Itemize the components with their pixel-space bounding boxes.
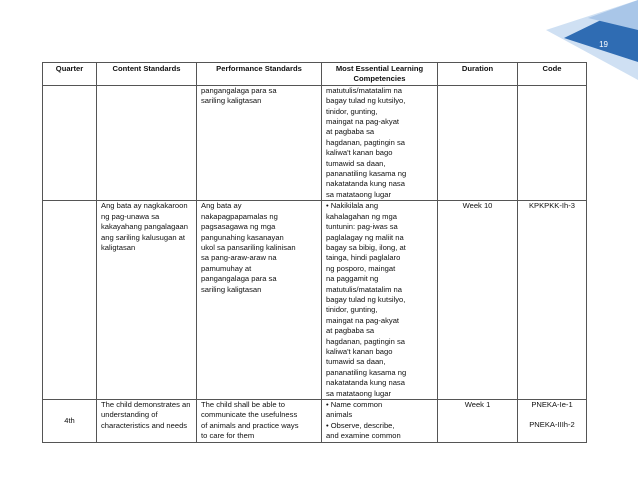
content-standards-cell xyxy=(97,201,197,400)
competencies-cell-line: bagay tulad ng kutsilyo, xyxy=(326,294,406,304)
performance-standards-cell-line: pagsasagawa ng mga xyxy=(201,222,276,232)
code-value: PNEKA-Ie-1 xyxy=(531,400,573,409)
content-standards-cell xyxy=(97,85,197,200)
header-learning-competencies: Most Essential Learning Competencies xyxy=(322,63,438,86)
competencies-cell-line: maingat na pag-akyat xyxy=(326,315,400,325)
competencies-cell xyxy=(322,85,438,200)
performance-standards-cell-line: pangunahing kasanayan xyxy=(201,232,284,242)
performance-standards-cell-line: pangangalaga para sa xyxy=(201,85,277,95)
content-standards-cell-line: The child demonstrates an xyxy=(101,400,191,409)
quarter-cell xyxy=(43,85,97,200)
competencies-cell-line: matutulis/matatalim na xyxy=(326,85,402,95)
competencies-cell-line: kahalagahan ng mga xyxy=(326,211,397,221)
competencies-cell-line: at pagbaba sa xyxy=(326,127,375,137)
performance-standards-cell-line: The child shall be able to xyxy=(201,400,286,409)
performance-standards-cell-line: ukol sa pansariling kalinisan xyxy=(201,242,296,252)
competencies-cell-line: na paggamit ng xyxy=(326,274,379,284)
competencies-cell-line: tainga, hindi paglalaro xyxy=(326,253,401,263)
curriculum-table xyxy=(42,62,587,443)
code-value: PNEKA-IIIh-2 xyxy=(529,420,575,430)
page-number: 19 xyxy=(599,40,608,49)
code-spacer xyxy=(522,410,582,420)
performance-standards-cell xyxy=(197,400,322,443)
table-row xyxy=(43,85,587,200)
content-standards-cell-line: kaligtasan xyxy=(101,242,136,252)
performance-standards-cell-line: sa pang-araw-araw na xyxy=(201,253,277,263)
code-value: KPKPKK-Ih-3 xyxy=(528,201,575,211)
competencies-cell-line: hagdanan, pagtingin sa xyxy=(326,137,405,147)
competencies-cell-line: • Nakikilala ang xyxy=(326,201,379,211)
content-standards-cell-line: ang sariling kalusugan at xyxy=(101,232,186,242)
duration-cell xyxy=(438,85,518,200)
content-standards-cell-line: characteristics and needs xyxy=(101,420,188,430)
competencies-cell xyxy=(322,400,438,443)
performance-standards-cell xyxy=(197,85,322,200)
header-content-standards: Content Standards xyxy=(97,63,197,86)
competencies-cell-line: ng posporo, maingat xyxy=(326,263,396,273)
competencies-cell-line: animals xyxy=(326,410,353,420)
performance-standards-cell-line: communicate the usefulness xyxy=(201,410,298,420)
duration-cell: Week 10 xyxy=(438,201,518,400)
code-cell xyxy=(518,400,587,443)
competencies-cell-line: • Name common xyxy=(326,400,383,409)
competencies-cell-line: paglalagay ng maliit na xyxy=(326,232,404,242)
performance-standards-cell-line: pangangalaga para sa xyxy=(201,274,277,284)
competencies-cell-line: tinidor, gunting, xyxy=(326,305,378,315)
competencies-cell-line: nakatatanda kung nasa xyxy=(326,179,405,189)
competencies-cell-line: tumawid sa daan, xyxy=(326,158,386,168)
header-code: Code xyxy=(518,63,587,86)
performance-standards-cell-line: nakapagpapamalas ng xyxy=(201,211,278,221)
content-standards-cell-line: kakayahang pangalagaan xyxy=(101,222,188,232)
performance-standards-cell xyxy=(197,201,322,400)
table-row xyxy=(43,400,587,443)
competencies-cell-line: nakatatanda kung nasa xyxy=(326,378,405,388)
competencies-cell-line: tumawid sa daan, xyxy=(326,357,386,367)
competencies-cell-line: at pagbaba sa xyxy=(326,326,375,336)
competencies-cell-line: pananatiling kasama ng xyxy=(326,367,407,377)
duration-cell: Week 1 xyxy=(438,400,518,443)
competencies-cell-line: kaliwa't kanan bago xyxy=(326,148,393,158)
competencies-cell-line: and examine common xyxy=(326,431,401,441)
competencies-cell-line: bagay sa bibig, ilong, at xyxy=(326,242,406,252)
content-standards-cell-line: ng pag-unawa sa xyxy=(101,211,160,221)
competencies-cell-line: matutulis/matatalim na xyxy=(326,284,402,294)
quarter-cell xyxy=(43,201,97,400)
content-standards-cell-line: Ang bata ay nagkakaroon xyxy=(101,201,188,211)
performance-standards-cell-line: pamumuhay at xyxy=(201,263,252,273)
code-cell xyxy=(518,201,587,400)
competencies-cell-line: kaliwa't kanan bago xyxy=(326,346,393,356)
competencies-cell-line: bagay tulad ng kutsilyo, xyxy=(326,96,406,106)
competencies-cell-line: pananatiling kasama ng xyxy=(326,169,407,179)
performance-standards-cell-line: to care for them xyxy=(201,431,255,441)
table-row xyxy=(43,201,587,400)
competencies-cell-line: maingat na pag-akyat xyxy=(326,117,400,127)
content-standards-cell-line: understanding of xyxy=(101,410,158,420)
competencies-cell-line: hagdanan, pagtingin sa xyxy=(326,336,405,346)
competencies-cell xyxy=(322,201,438,400)
competencies-cell-line: tinidor, gunting, xyxy=(326,106,378,116)
code-cell xyxy=(518,85,587,200)
quarter-cell: 4th xyxy=(43,400,97,443)
competencies-cell-line: • Observe, describe, xyxy=(326,420,395,430)
competencies-cell-line: sa matataong lugar xyxy=(326,189,392,199)
table-header-row xyxy=(43,63,587,86)
performance-standards-cell-line: Ang bata ay xyxy=(201,201,242,211)
competencies-cell-line: sa matataong lugar xyxy=(326,388,392,398)
content-standards-cell xyxy=(97,400,197,443)
header-quarter: Quarter xyxy=(43,63,97,86)
header-performance-standards: Performance Standards xyxy=(197,63,322,86)
header-duration: Duration xyxy=(438,63,518,86)
performance-standards-cell-line: of animals and practice ways xyxy=(201,420,299,430)
competencies-cell-line: tuntunin: pag-iwas sa xyxy=(326,222,398,232)
performance-standards-cell-line: sariling kaligtasan xyxy=(201,96,262,106)
performance-standards-cell-line: sariling kaligtasan xyxy=(201,284,262,294)
